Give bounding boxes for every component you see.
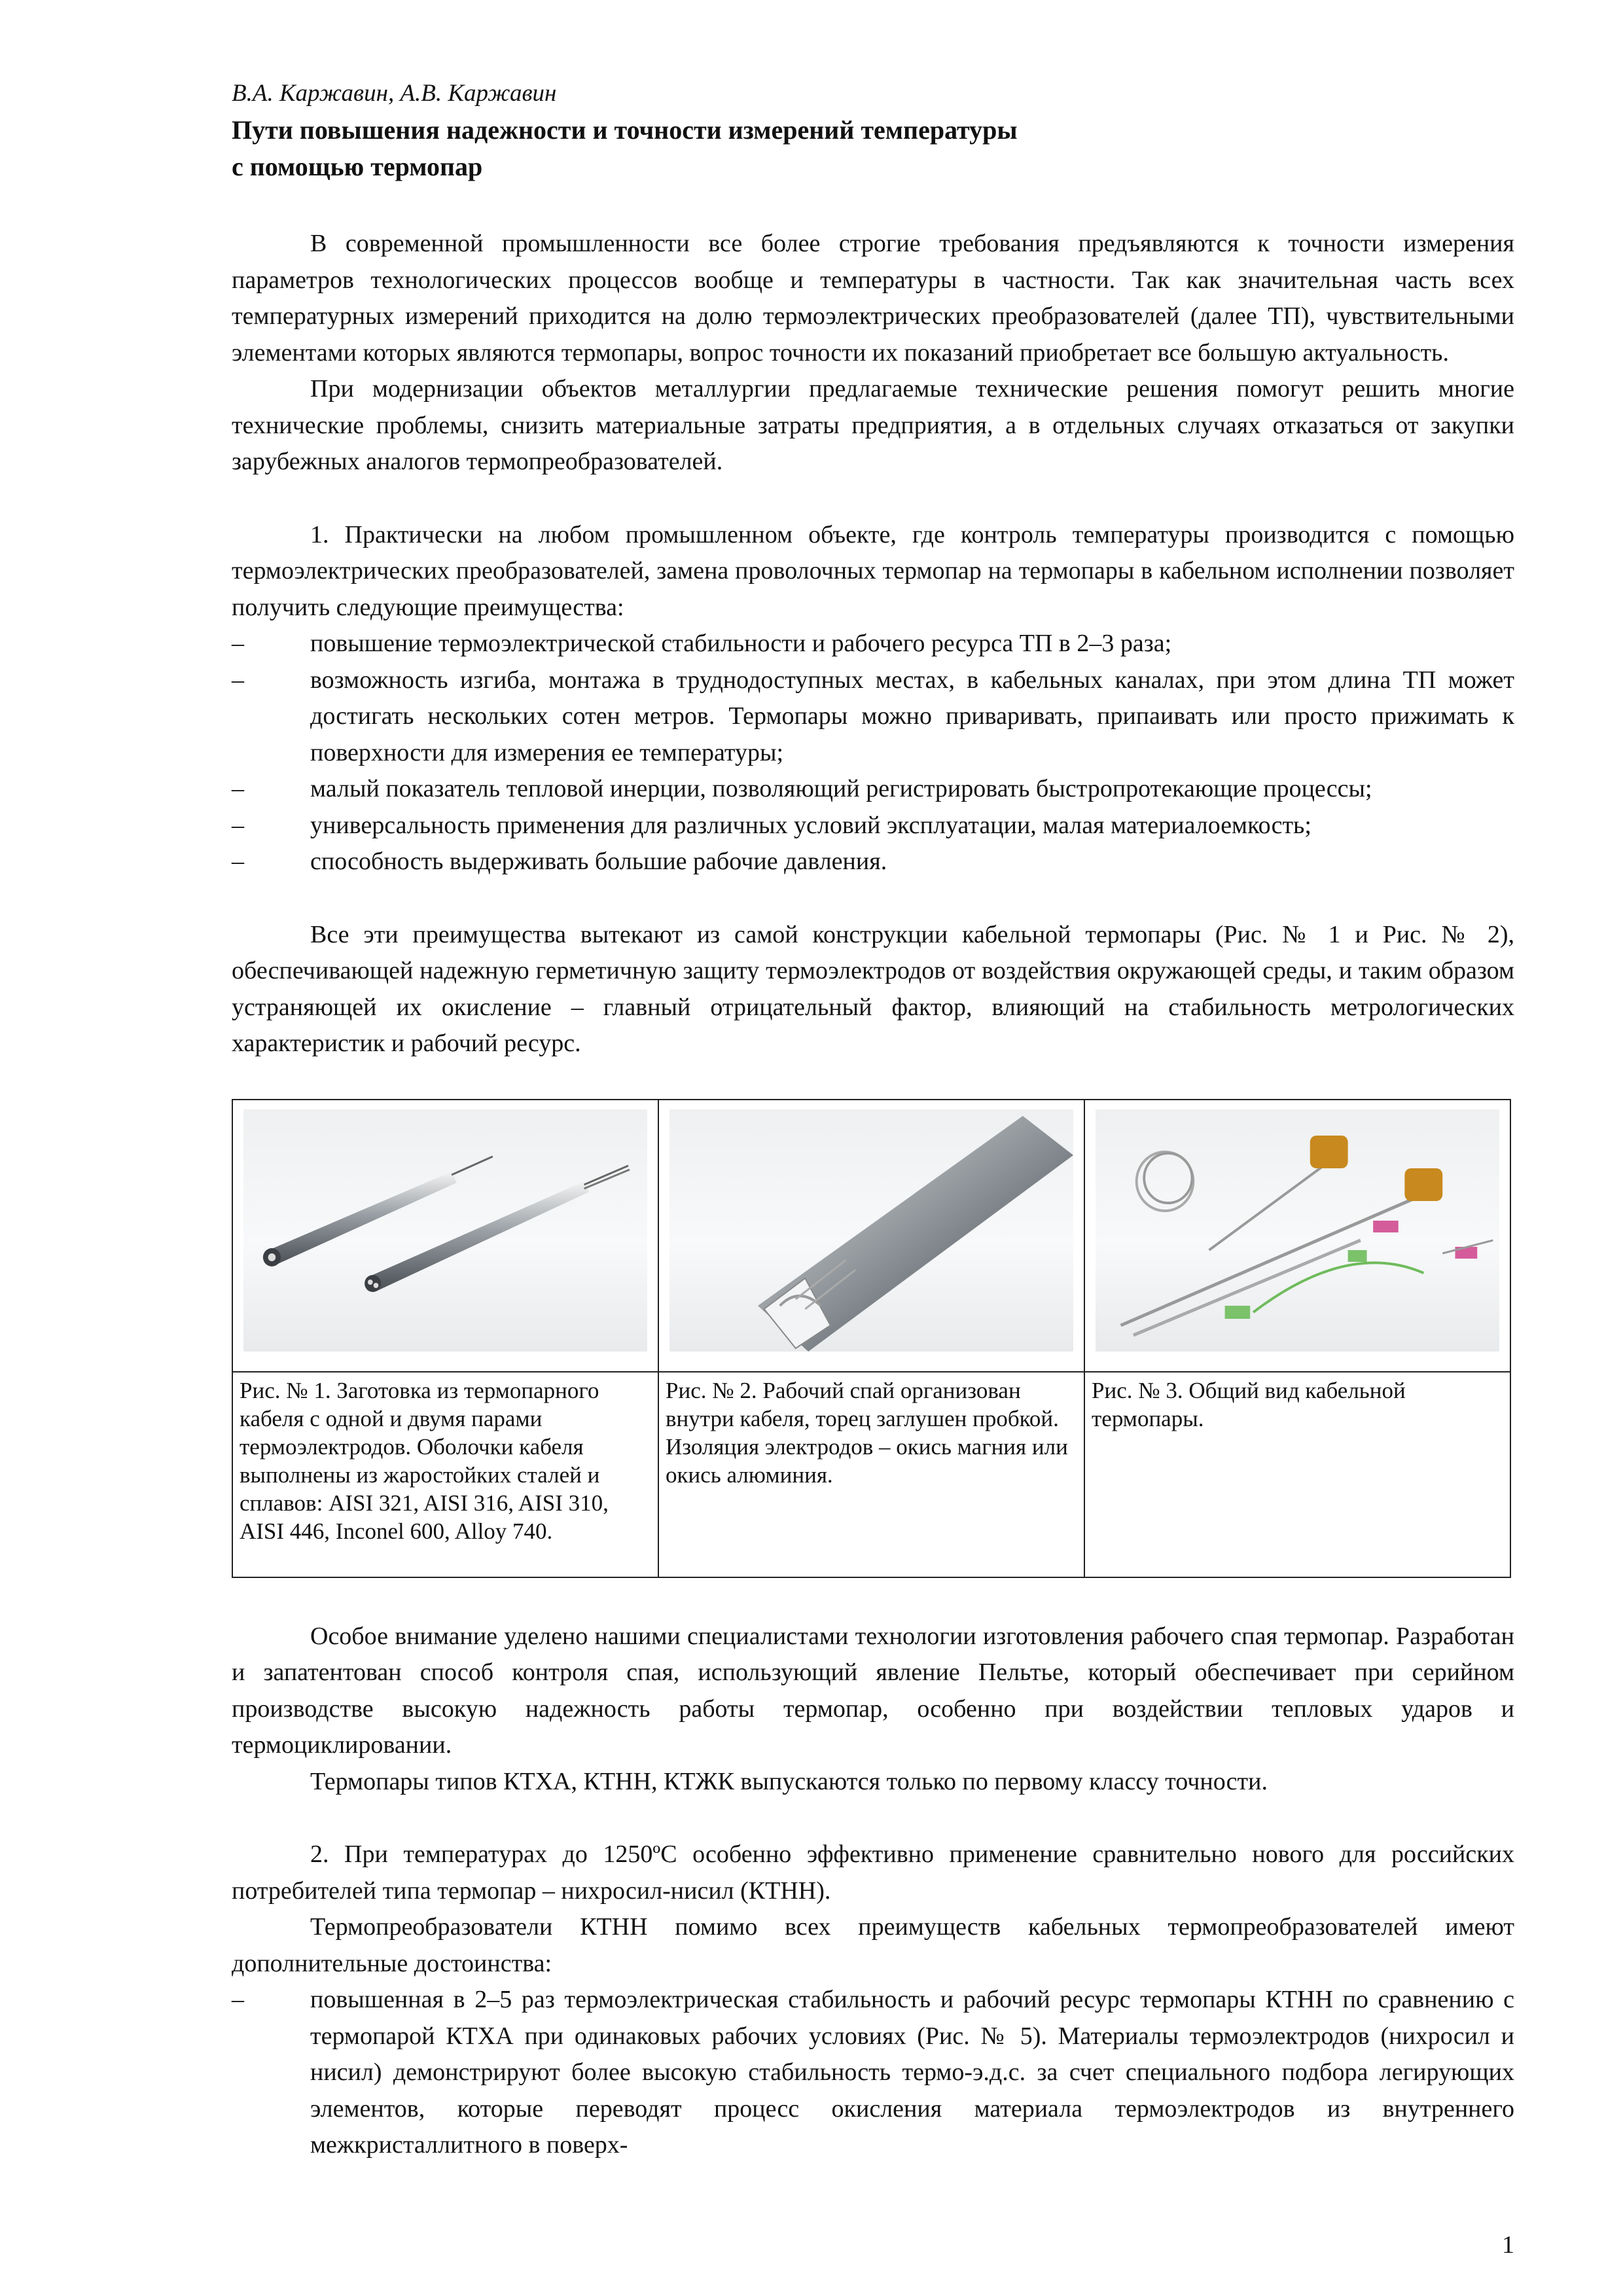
page-number: 1 <box>1502 2231 1514 2259</box>
intro-paragraph-1: В современной промышленности все более строгие требования предъявляются к точности измерения параметров технологических процессов вообще и температуры в частности. Так как значительная часть всех температурных измерений приходится на долю термоэлектрических преобразователей (далее ТП), чувствительными элементами которых являются термопары, вопрос точности их показаний приобретает все большую актуальность. <box>232 230 1514 367</box>
figure-1-image <box>243 1109 647 1352</box>
section-1-conclusion: Все эти преимущества вытекают из самой конструкции кабельной термопары (Рис. № 1 и Рис. № 2), обеспечивающей надежную герметичную защиту термоэлектродов от воздействия окружающей среды, и таким образом устраняющей их окисление – главный отрицательный фактор, влияющий на стабильность метрологических характеристик и рабочий ресурс. <box>232 920 1514 1057</box>
list-item: – повышенная в 2–5 раз термоэлектрическая стабильность и рабочий ресурс термопары КТНН по сравнению с термопарой КТХА при одинаковых рабочих условиях (Рис. № 5). Материалы термоэлектродов (нихросил и нисил) демонстрируют более высокую стабильность термо-э.д.с. за счет специального подбора легирующих элементов, которые переводят процесс окисления материала термоэлектродов из внутреннего межкристаллитного в поверх- <box>232 1982 1514 2164</box>
figure-1-cell <box>232 1100 658 1372</box>
figure-2-cell <box>658 1100 1084 1372</box>
dash-marker: – <box>232 666 244 694</box>
article-title <box>232 112 1514 185</box>
list-item: – возможность изгиба, монтажа в труднодоступных местах, в кабельных каналах, при этом длина ТП может достигать нескольких сотен метров. Термопары можно приваривать, припаивать или просто прижимать к поверхности для измерения ее температуры; <box>232 662 1514 772</box>
dash-marker: – <box>232 848 244 875</box>
list-item: – способность выдерживать большие рабочие давления. <box>232 844 1514 880</box>
list-item: – универсальность применения для различных условий эксплуатации, малая материалоемкость; <box>232 808 1514 844</box>
list-item: – малый показатель тепловой инерции, позволяющий регистрировать быстропротекающие процессы; <box>232 771 1514 808</box>
dash-marker: – <box>232 775 244 802</box>
list-item: – повышение термоэлектрической стабильности и рабочего ресурса ТП в 2–3 раза; <box>232 626 1514 662</box>
document-page <box>232 75 1514 2261</box>
figure-3-caption: Рис. № 3. Общий вид кабельной термопары. <box>1084 1372 1510 1577</box>
authors: В.А. Каржавин, А.В. Каржавин <box>232 80 557 107</box>
advantages-list <box>232 626 1514 880</box>
dash-marker: – <box>232 1986 244 2013</box>
intro-paragraph-2: При модернизации объектов металлургии предлагаемые технические решения помогут решить многие технические проблемы, снизить материальные затраты предприятия, а в отдельных случаях отказаться от закупки зарубежных аналогов термопреобразователей. <box>232 375 1514 475</box>
section-2-paragraph: Термопреобразователи КТНН помимо всех преимуществ кабельных термопреобразователей имеют дополнительные достоинства: <box>232 1913 1514 1977</box>
accuracy-class-paragraph: Термопары типов КТХА, КТНН, КТЖК выпускаются только по первому классу точности. <box>310 1767 1268 1795</box>
junction-paragraph: Особое внимание уделено нашими специалистами технологии изготовления рабочего спая термопар. Разработан и запатентован способ контроля спая, использующий явление Пельтье, который обеспечивает при серийном производстве высокую надежность работы термопар, особенно при воздействии тепловых ударов и термоциклировании. <box>232 1622 1514 1759</box>
dash-marker: – <box>232 630 244 657</box>
title-line-1: Пути повышения надежности и точности измерений температуры <box>232 115 1018 145</box>
figures-table <box>232 1099 1511 1578</box>
section-2-lead: 2. При температурах до 1250ºС особенно эффективно применение сравнительно нового для российских потребителей типа термопар – нихросил-нисил (КТНН). <box>232 1840 1514 1905</box>
figure-3-cell <box>1084 1100 1510 1372</box>
figure-2-caption: Рис. № 2. Рабочий спай организован внутри кабеля, торец заглушен пробкой. Изоляция электродов – окись магния или окись алюминия. <box>658 1372 1084 1577</box>
figure-2-image <box>669 1109 1073 1352</box>
ktnn-advantages-list <box>232 1982 1514 2164</box>
figure-3-image <box>1096 1109 1499 1352</box>
figure-1-caption: Рис. № 1. Заготовка из термопарного кабеля с одной и двумя парами термоэлектродов. Оболочки кабеля выполнены из жаростойких сталей и сплавов: AISI 321, AISI 316, AISI 310, AISI 446, Inconel 600, Alloy 740. <box>232 1372 658 1577</box>
title-line-2: с помощью термопар <box>232 152 483 181</box>
section-1-lead: 1. Практически на любом промышленном объекте, где контроль температуры производится с помощью термоэлектрических преобразователей, замена проволочных термопар на термопары в кабельном исполнении позволяет получить следующие преимущества: <box>232 520 1514 621</box>
dash-marker: – <box>232 811 244 839</box>
